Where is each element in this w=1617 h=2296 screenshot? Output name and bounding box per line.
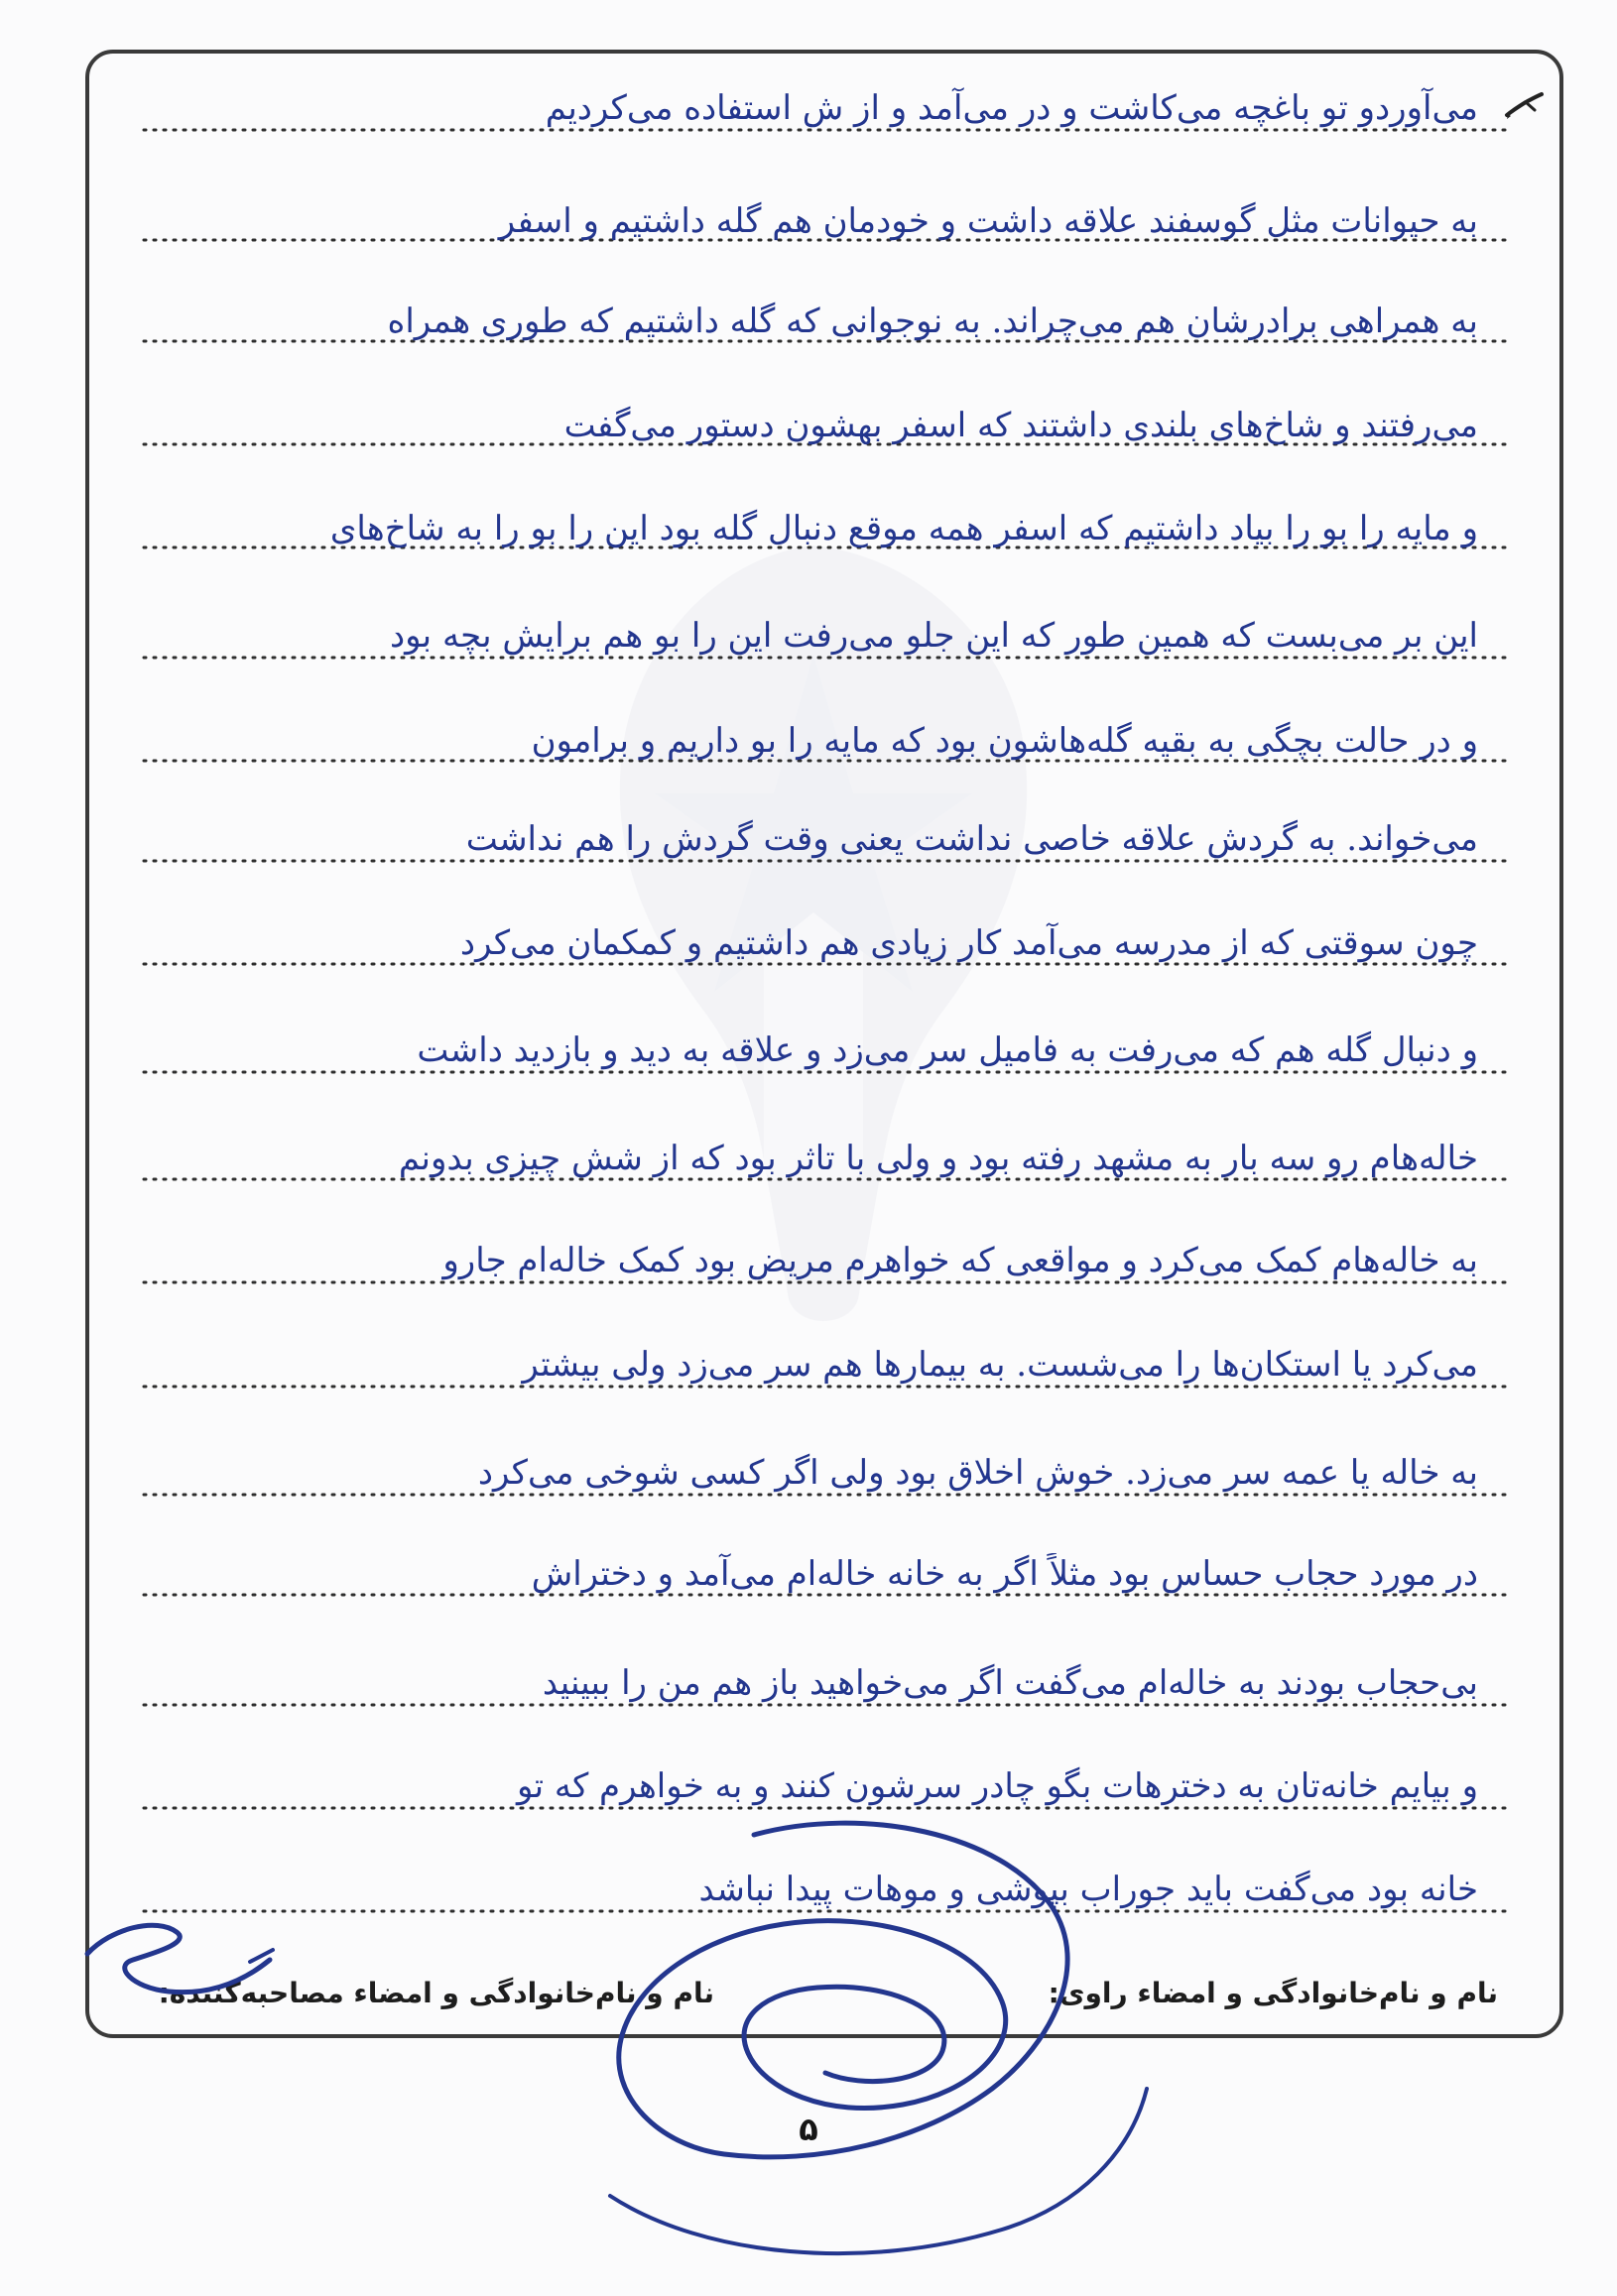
handwritten-line: خانه بود می‌گفت باید جوراب بپوشی و موهات پیدا نباشد: [698, 1870, 1478, 1909]
handwritten-line: به حیوانات مثل گوسفند علاقه داشت و خودمان هم گله داشتیم و اسفر: [498, 201, 1478, 241]
handwritten-line: و دنبال گله هم که می‌رفت به فامیل سر می‌زد و علاقه به دید و بازدید داشت: [417, 1030, 1478, 1070]
handwritten-line: می‌خواند. به گردش علاقه خاصی نداشت یعنی وقت گردش را هم نداشت: [465, 819, 1478, 859]
handwritten-line: و مایه را بو را بیاد داشتیم که اسفر همه موقع دنبال گله بود این را بو را به شاخ‌های: [329, 509, 1478, 548]
interviewer-signature-label: نام و نام‌خانوادگی و امضاء مصاحبه‌کننده:: [158, 1977, 714, 2009]
page-number: ۵: [799, 2111, 818, 2148]
signature-scribble: [69, 1914, 288, 2008]
handwritten-line: به همراهی برادرشان هم می‌چراند. به نوجوانی که گله داشتیم که طوری همراه: [387, 302, 1478, 341]
pen-icon: [1504, 91, 1546, 121]
handwritten-line: می‌رفتند و شاخ‌های بلندی داشتند که اسفر بهشون دستور می‌گفت: [563, 406, 1478, 445]
signature-loop: [536, 1805, 1171, 2281]
handwritten-line: خاله‌هام رو سه بار به مشهد رفته بود و ولی با تاثر بود که از شش چیزی بدونم: [398, 1139, 1478, 1178]
handwritten-line: و در حالت بچگی به بقیه گله‌هاشون بود که مایه را بو داریم و برامون: [531, 721, 1478, 761]
handwritten-line: به خاله یا عمه سر می‌زد. خوش اخلاق بود ولی اگر کسی شوخی می‌کرد: [477, 1453, 1478, 1493]
handwritten-line: می‌آوردو تو باغچه می‌کاشت و در می‌آمد و از ش استفاده می‌کردیم: [545, 88, 1478, 128]
handwritten-line: به خاله‌هام کمک می‌کرد و مواقعی که خواهرم مریض بود کمک خاله‌ام جارو: [442, 1241, 1478, 1280]
handwritten-line: در مورد حجاب حساس بود مثلاً اگر به خانه خاله‌ام می‌آمد و دختراش: [531, 1554, 1478, 1594]
handwritten-line: بی‌حجاب بودند به خاله‌ام می‌گفت اگر می‌خواهید باز هم من را ببینید: [542, 1663, 1478, 1703]
handwritten-line: می‌کرد یا استکان‌ها را می‌شست. به بیمارها هم سر می‌زد ولی بیشتر: [522, 1345, 1478, 1385]
handwritten-line: و بیایم خانه‌تان به دخترهات بگو چادر سرشون کنند و به خواهرم که تو: [517, 1766, 1478, 1806]
narrator-signature-label: نام و نام‌خانوادگی و امضاء راوی:: [1048, 1977, 1498, 2009]
handwritten-line: چون سوقتی که از مدرسه می‌آمد کار زیادی هم داشتیم و کمکمان می‌کرد: [459, 923, 1478, 963]
handwritten-line: این بر می‌بست که همین طور که این جلو می‌رفت این را بو هم برایش بچه بود: [389, 616, 1478, 656]
